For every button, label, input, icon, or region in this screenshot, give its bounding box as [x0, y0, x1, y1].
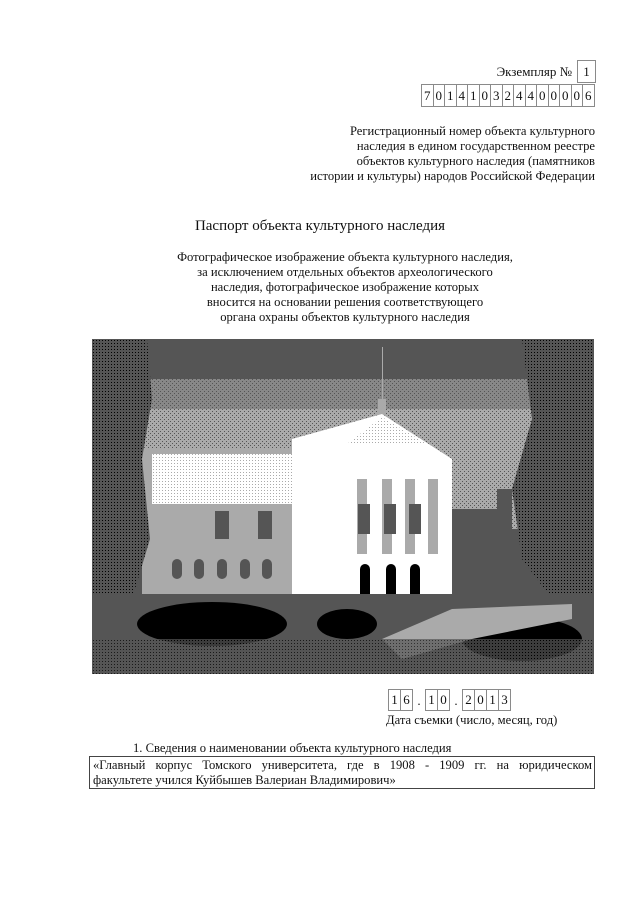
registration-number [421, 84, 595, 107]
reg-digit: 1 [444, 84, 457, 107]
date-digit: 0 [437, 689, 450, 711]
reg-digit: 4 [525, 84, 538, 107]
caption-line: наследия, фотографическое изображение которых [210, 280, 480, 294]
registration-caption [310, 124, 595, 184]
reg-digit: 2 [502, 84, 515, 107]
reg-digit: 1 [467, 84, 480, 107]
reg-digit: 3 [490, 84, 503, 107]
reg-digit: 0 [479, 84, 492, 107]
date-digit: 1 [486, 689, 499, 711]
reg-digit: 4 [456, 84, 469, 107]
date-digit: 1 [425, 689, 438, 711]
reg-digit: 7 [421, 84, 434, 107]
copy-label: Экземпляр № [496, 64, 572, 79]
caption-line: истории и культуры) народов Российской Федерации [310, 169, 595, 183]
caption-line: Регистрационный номер объекта культурного [349, 124, 595, 138]
object-name-line: «Главный корпус Томского университета, где в 1908 - 1909 гг. на юридическом [93, 758, 592, 772]
date-digit: 6 [400, 689, 413, 711]
caption-line: объектов культурного наследия (памятников [356, 154, 595, 168]
reg-digit: 0 [536, 84, 549, 107]
caption-line: наследия в едином государственном реестре [356, 139, 595, 153]
date-digit: 1 [388, 689, 401, 711]
building-photo [92, 339, 594, 674]
object-name-box [89, 756, 595, 789]
date-caption: Дата съемки (число, месяц, год) [386, 713, 558, 727]
reg-digit: 0 [559, 84, 572, 107]
page-title: Паспорт объекта культурного наследия [194, 218, 446, 234]
object-name-line: факультете учился Куйбышев Валериан Владимирович» [93, 773, 396, 787]
reg-digit: 4 [513, 84, 526, 107]
date-digit: 0 [474, 689, 487, 711]
caption-line: вносится на основании решения соответствующего [206, 295, 484, 309]
reg-digit: 0 [433, 84, 446, 107]
reg-digit: 6 [582, 84, 595, 107]
shooting-date [388, 689, 511, 711]
caption-line: Фотографическое изображение объекта культурного наследия, [177, 250, 513, 264]
caption-line: органа охраны объектов культурного наследия [220, 310, 470, 324]
date-separator: . [454, 693, 458, 708]
caption-line: за исключением отдельных объектов археологического [197, 265, 493, 279]
date-separator: . [417, 693, 421, 708]
date-digit: 3 [498, 689, 511, 711]
date-digit: 2 [462, 689, 475, 711]
section-heading: 1. Сведения о наименовании объекта культурного наследия [133, 741, 452, 755]
reg-digit: 0 [548, 84, 561, 107]
photo-caption [0, 250, 640, 325]
copy-number-box: 1 [577, 60, 596, 83]
reg-digit: 0 [571, 84, 584, 107]
